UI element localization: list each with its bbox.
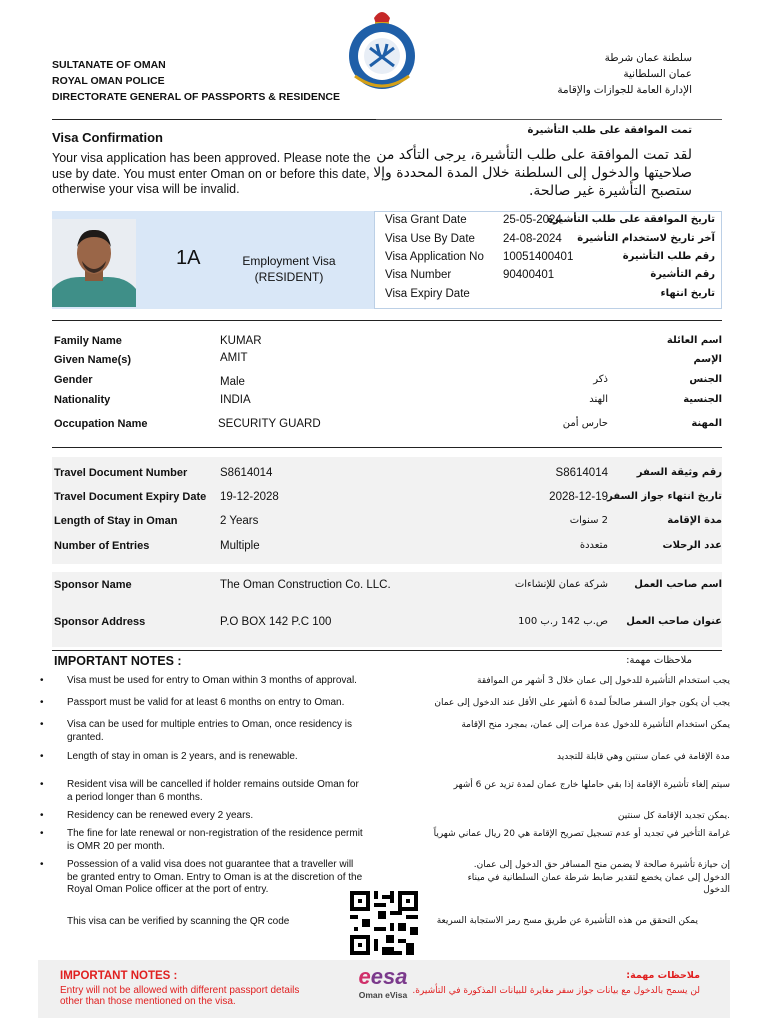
note-text-ar: غرامة التأخير في تجديد أو عدم تسجيل تصريح الإقامة هي 20 ريال عماني شهرياً: [433, 829, 730, 839]
header-english: [52, 57, 340, 105]
field-value-ar: ص.ب 142 ر.ب 100: [518, 616, 608, 627]
evisa-logo-text: Oman eVisa: [358, 990, 408, 1000]
visa-detail-label-ar: تاريخ انتهاء: [660, 288, 715, 299]
oman-evisa-logo: [348, 964, 418, 1016]
note-text-ar: .يمكن تجديد الإقامة كل سنتين: [617, 811, 730, 821]
bullet-icon: •: [40, 675, 44, 686]
field-value: Multiple: [220, 540, 260, 552]
visa-detail-value: 25-05-2024: [503, 214, 562, 226]
divider: [52, 650, 722, 651]
visa-type: [227, 253, 351, 285]
field-label: Sponsor Address: [54, 616, 146, 628]
bullet-icon: •: [40, 779, 44, 790]
field-value-ar: الهند: [589, 394, 608, 405]
field-value: AMIT: [220, 352, 248, 364]
visa-code: 1A: [176, 247, 201, 269]
header-directorate: DIRECTORATE GENERAL OF PASSPORTS & RESIDENCE: [52, 91, 341, 103]
personal-row: [52, 418, 722, 436]
confirmation-title: Visa Confirmation: [52, 130, 164, 145]
sponsor-row: [52, 579, 722, 597]
field-label-ar: الجنسية: [683, 394, 722, 405]
verify-text: This visa can be verified by scanning the QR code: [67, 916, 290, 927]
field-label-ar: المهنة: [691, 418, 722, 429]
field-value: S8614014: [220, 467, 273, 479]
verify-text-ar: يمكن التحقق من هذه التأشيرة عن طريق مسح رمز الاستجابة السريعة: [436, 916, 698, 926]
holder-photo: [52, 219, 136, 307]
field-value: 2 Years: [220, 515, 259, 527]
divider: [52, 119, 376, 120]
field-value: INDIA: [220, 394, 251, 406]
bullet-icon: •: [40, 828, 44, 839]
visa-detail-value: 24-08-2024: [503, 233, 562, 245]
visa-detail-label-ar: رقم التأشيرة: [650, 269, 715, 280]
note-text: Resident visa will be cancelled if holder remains outside Oman for a period longer than 6 months.: [67, 779, 359, 803]
visa-detail-row: [385, 269, 715, 287]
note-item: [40, 810, 730, 824]
field-label-ar: الإسم: [693, 354, 722, 365]
header-country: SULTANATE OF OMAN: [52, 59, 166, 71]
note-item: [40, 751, 730, 765]
field-label: Travel Document Number: [54, 467, 188, 479]
visa-type-category: (RESIDENT): [254, 270, 324, 284]
field-label-ar: رقم وثيقة السفر: [636, 467, 722, 478]
field-label: Length of Stay in Oman: [54, 515, 178, 527]
travel-row: [52, 515, 722, 533]
field-label-ar: اسم العائلة: [666, 335, 722, 346]
header-police-ar: عمان السلطانية: [623, 68, 692, 80]
personal-row: [52, 354, 722, 372]
field-value-ar: 2028-12-19: [549, 491, 608, 503]
field-value-ar: ذكر: [593, 374, 608, 385]
field-label: Occupation Name: [54, 418, 148, 430]
visa-panel: [52, 211, 722, 309]
visa-type-box: [52, 211, 374, 309]
header-country-ar: سلطنة عمان شرطة: [604, 52, 692, 64]
field-value-ar: 2 سنوات: [569, 515, 608, 526]
note-text-ar: سيتم إلغاء تأشيرة الإقامة إذا بقي حاملها خارج عمان لمدة تزيد عن 6 أشهر: [453, 780, 730, 790]
note-text: Possession of a valid visa does not guarantee that a traveller will be granted entry to Oman. Entry to Oman is at the discretion of the Royal Oman Police officer at the port of entry.: [67, 859, 363, 895]
field-label: Number of Entries: [54, 540, 150, 552]
field-label-ar: اسم صاحب العمل: [634, 579, 722, 590]
note-item: [40, 828, 730, 854]
note-text-ar: مدة الإقامة في عمان سنتين وهي قابلة للتجديد: [556, 752, 730, 762]
confirmation-text-ar: لقد تمت الموافقة على طلب التأشيرة، يرجى التأكد من صلاحيتها والدخول إلى السلطنة خلال المدة المحددة وإلا ستصبح التأشيرة غير صالحة.: [373, 147, 692, 199]
divider: [376, 119, 722, 120]
visa-detail-label-ar: تاريخ الموافقة على طلب التأشيرة: [547, 214, 715, 225]
field-label-ar: الجنس: [689, 374, 722, 385]
notes-title: IMPORTANT NOTES :: [54, 654, 182, 668]
field-label-ar: مدة الإقامة: [667, 515, 722, 526]
note-text-ar: يمكن استخدام التأشيرة للدخول عدة مرات إلى عمان، بمجرد منح الإقامة: [461, 720, 730, 730]
note-text: Passport must be valid for at least 6 months on entry to Oman.: [67, 697, 345, 708]
visa-detail-row: [385, 251, 715, 269]
personal-row: [52, 374, 722, 392]
note-text-ar: إن حيازة تأشيرة صالحة لا يضمن منح المسافر حق الدخول إلى عمان. الدخول إلى عمان يخضع لتقدير ضابط شرطة عمان السلطانية في ميناء الدخول: [467, 860, 730, 895]
footer-text: Entry will not be allowed with different passport details other than those mentioned on the visa.: [60, 985, 300, 1007]
footer-title: IMPORTANT NOTES :: [60, 970, 178, 982]
field-label: Sponsor Name: [54, 579, 132, 591]
visa-detail-value: 10051400401: [503, 251, 574, 263]
field-label: Family Name: [54, 335, 122, 347]
bullet-icon: •: [40, 859, 44, 870]
note-text-ar: يجب أن يكون جواز السفر صالحاً لمدة 6 أشهر على الأقل عند الدخول إلى عمان: [434, 698, 730, 708]
bullet-icon: •: [40, 751, 44, 762]
visa-detail-label: Visa Use By Date: [385, 233, 475, 245]
confirmation-title-ar: تمت الموافقة على طلب التأشيرة: [527, 125, 692, 136]
note-text-ar: يجب استخدام التأشيرة للدخول إلى عمان خلال 3 أشهر من الموافقة: [477, 676, 730, 686]
note-text: Visa must be used for entry to Oman within 3 months of approval.: [67, 675, 357, 686]
evisa-logo-letters: esa: [370, 964, 408, 989]
header-police: ROYAL OMAN POLICE: [52, 75, 165, 87]
note-text: Length of stay in oman is 2 years, and is renewable.: [67, 751, 298, 762]
visa-detail-label: Visa Grant Date: [385, 214, 467, 226]
field-value: SECURITY GUARD: [218, 418, 321, 430]
field-value: Male: [220, 376, 245, 388]
visa-detail-row: [385, 214, 715, 232]
note-item: [40, 719, 730, 745]
field-label-ar: عدد الرحلات: [662, 540, 722, 551]
visa-detail-row: [385, 233, 715, 251]
note-item: [40, 697, 730, 711]
field-label-ar: عنوان صاحب العمل: [626, 616, 722, 627]
field-label: Gender: [54, 374, 93, 386]
field-value-ar: شركة عمان للإنشاءات: [514, 579, 608, 590]
field-label: Given Name(s): [54, 354, 132, 366]
divider: [52, 447, 722, 448]
visa-detail-label-ar: آخر تاريخ لاستخدام التأشيرة: [577, 233, 715, 244]
notes-title-ar: ملاحظات مهمة:: [626, 655, 692, 666]
note-text: The fine for late renewal or non-registration of the residence permit is OMR 20 per month.: [67, 828, 363, 852]
note-item: [40, 779, 730, 805]
note-text: Residency can be renewed every 2 years.: [67, 810, 254, 821]
qr-code[interactable]: [350, 891, 418, 955]
personal-row: [52, 335, 722, 353]
header-directorate-ar: الإدارة العامة للجوازات والإقامة: [557, 84, 692, 96]
field-value: P.O BOX 142 P.C 100: [220, 616, 332, 628]
field-value-ar: S8614014: [555, 467, 608, 479]
bullet-icon: •: [40, 810, 44, 821]
header-arabic: [557, 50, 692, 98]
divider: [52, 320, 722, 321]
note-item: [40, 675, 730, 689]
bullet-icon: •: [40, 719, 44, 730]
field-value: The Oman Construction Co. LLC.: [220, 579, 391, 591]
field-value-ar: متعددة: [579, 540, 608, 551]
footer-title-ar: ملاحظات مهمة:: [626, 970, 700, 981]
travel-row: [52, 491, 722, 509]
visa-type-name: Employment Visa: [242, 254, 336, 268]
field-value-ar: حارس أمن: [562, 418, 608, 429]
evisa-logo-mark: eesa: [358, 964, 408, 989]
visa-detail-label-ar: رقم طلب التأشيرة: [622, 251, 715, 262]
sponsor-row: [52, 616, 722, 634]
travel-row: [52, 467, 722, 485]
field-value: 19-12-2028: [220, 491, 279, 503]
footer-text-ar: لن يسمح بالدخول مع بيانات جواز سفر مغايرة للبيانات المذكورة في التأشيرة.: [412, 986, 700, 996]
footer-notice: [38, 960, 730, 1018]
field-label-ar: تاريخ انتهاء جواز السفر: [607, 491, 722, 502]
bullet-icon: •: [40, 697, 44, 708]
visa-detail-label: Visa Number: [385, 269, 452, 281]
field-label: Nationality: [54, 394, 111, 406]
field-value: KUMAR: [220, 335, 262, 347]
visa-detail-row: [385, 288, 715, 306]
visa-details-box: [374, 211, 722, 309]
travel-row: [52, 540, 722, 558]
visa-detail-value: 90400401: [503, 269, 555, 281]
personal-row: [52, 394, 722, 412]
visa-detail-label: Visa Application No: [385, 251, 484, 263]
note-text: Visa can be used for multiple entries to Oman, once residency is granted.: [67, 719, 352, 743]
visa-detail-label: Visa Expiry Date: [385, 288, 470, 300]
confirmation-text: Your visa application has been approved. Please note the use by date. You must enter Oman on or before this date, otherwise your visa will be invalid.: [52, 151, 371, 196]
royal-oman-police-emblem: [343, 4, 421, 92]
field-label: Travel Document Expiry Date: [54, 491, 207, 503]
